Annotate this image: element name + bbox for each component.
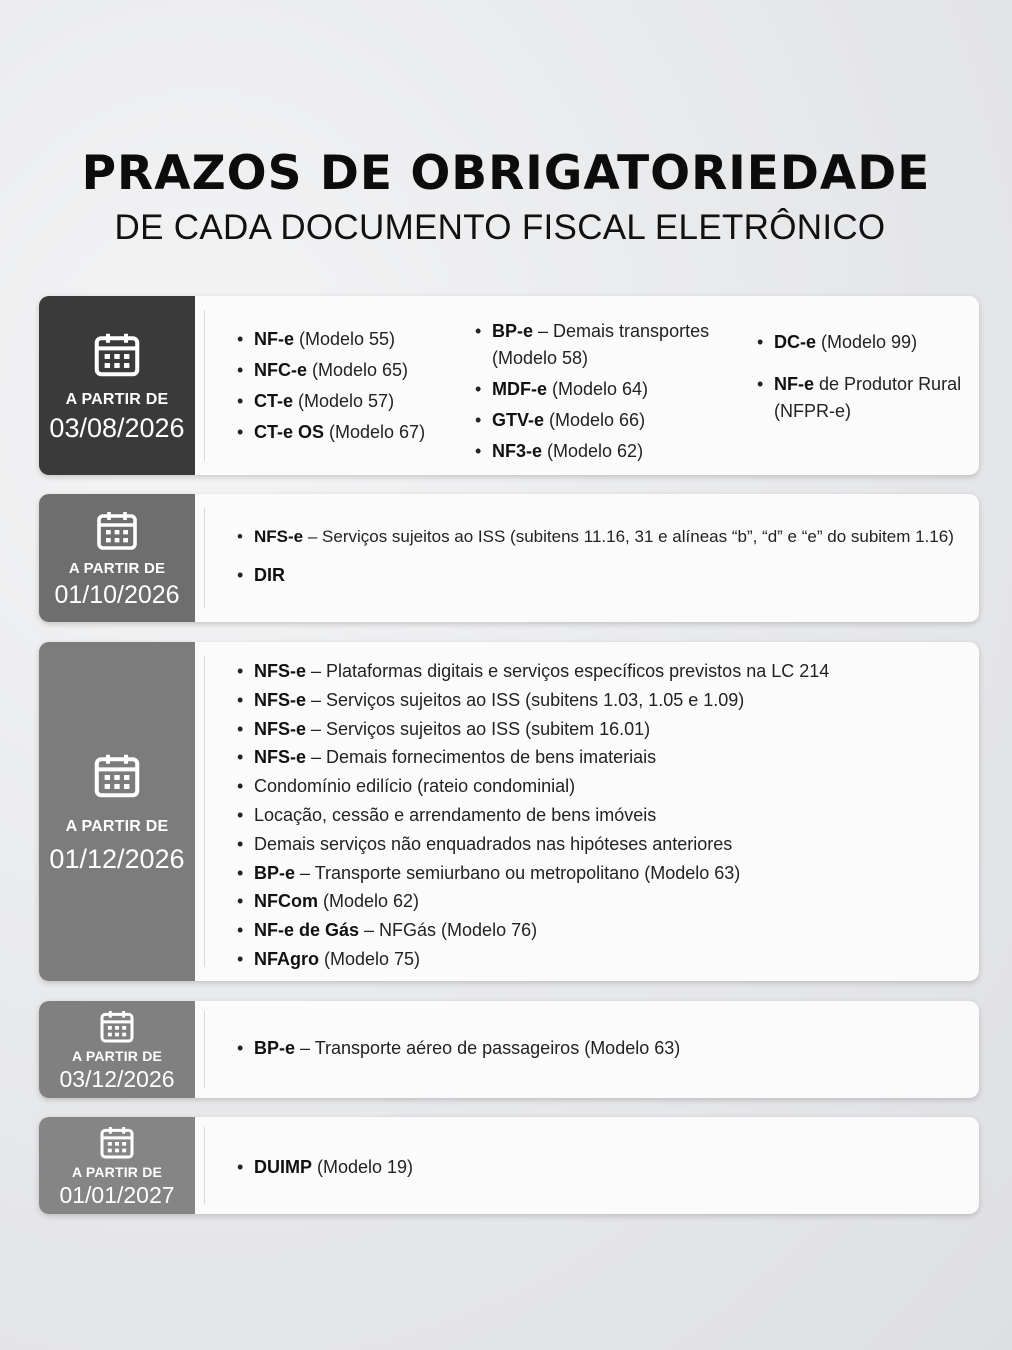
page-subtitle: DE CADA DOCUMENTO FISCAL ELETRÔNICO xyxy=(114,208,886,247)
date-label: A PARTIR DE xyxy=(68,560,166,577)
date-value: 03/12/2026 xyxy=(59,1066,175,1092)
list-item: • Condomínio edilício (rateio condominial) xyxy=(237,772,977,801)
deadline-section-3 xyxy=(39,642,979,981)
section-content xyxy=(229,642,967,981)
list-item: • CT-e OS (Modelo 67) xyxy=(237,422,457,443)
list-item: • GTV-e (Modelo 66) xyxy=(475,407,725,434)
divider xyxy=(204,1127,205,1204)
list-item: • BP-e – Transporte aéreo de passageiros (Modelo 63) xyxy=(237,1038,977,1059)
divider xyxy=(204,656,205,967)
divider xyxy=(204,310,205,461)
document-list xyxy=(237,657,977,974)
list-item: • BP-e – Demais transportes (Modelo 58) xyxy=(475,318,725,372)
section-content xyxy=(229,1117,967,1214)
calendar-icon xyxy=(90,327,144,381)
deadline-section-2 xyxy=(39,494,979,622)
document-list-column-3 xyxy=(757,329,962,425)
list-item: • MDF-e (Modelo 64) xyxy=(475,376,725,403)
list-item: • NFC-e (Modelo 65) xyxy=(237,360,457,381)
list-item: • DIR xyxy=(237,565,977,586)
document-list-column-1 xyxy=(237,329,457,443)
date-panel xyxy=(39,296,195,475)
list-item: • NFAgro (Modelo 75) xyxy=(237,945,977,974)
section-content xyxy=(229,1001,967,1098)
list-item: • Demais serviços não enquadrados nas hipóteses anteriores xyxy=(237,830,977,859)
document-list xyxy=(237,1038,977,1059)
date-value: 01/10/2026 xyxy=(54,581,180,609)
list-item: • NFS-e – Serviços sujeitos ao ISS (subitem 16.01) xyxy=(237,715,977,744)
list-item: • DC-e (Modelo 99) xyxy=(757,329,962,356)
divider xyxy=(204,1011,205,1088)
list-item: • NF-e de Gás – NFGás (Modelo 76) xyxy=(237,916,977,945)
document-list-column-2 xyxy=(475,318,725,465)
date-value: 01/01/2027 xyxy=(59,1182,175,1208)
list-item: • CT-e (Modelo 57) xyxy=(237,391,457,412)
list-item: • DUIMP (Modelo 19) xyxy=(237,1157,977,1178)
list-item: • NFS-e – Serviços sujeitos ao ISS (subitens 1.03, 1.05 e 1.09) xyxy=(237,686,977,715)
date-label: A PARTIR DE xyxy=(71,1164,163,1180)
date-panel xyxy=(39,1117,195,1214)
deadline-section-5 xyxy=(39,1117,979,1214)
list-item: • BP-e – Transporte semiurbano ou metropolitano (Modelo 63) xyxy=(237,859,977,888)
deadline-section-4 xyxy=(39,1001,979,1098)
list-item: • NFCom (Modelo 62) xyxy=(237,887,977,916)
list-item: • NF-e (Modelo 55) xyxy=(237,329,457,350)
list-item: • NF-e de Produtor Rural (NFPR-e) xyxy=(757,371,962,425)
date-panel xyxy=(39,1001,195,1098)
date-label: A PARTIR DE xyxy=(65,391,169,408)
date-value: 01/12/2026 xyxy=(49,844,185,874)
date-value: 03/08/2026 xyxy=(49,413,185,443)
date-panel xyxy=(39,494,195,622)
date-panel xyxy=(39,642,195,981)
list-item: • NF3-e (Modelo 62) xyxy=(475,438,725,465)
section-content xyxy=(229,494,967,622)
calendar-icon xyxy=(97,1122,137,1162)
list-item: • Locação, cessão e arrendamento de bens imóveis xyxy=(237,801,977,830)
page-title: PRAZOS DE OBRIGATORIEDADE xyxy=(81,146,931,201)
list-item: • NFS-e – Serviços sujeitos ao ISS (subitens 11.16, 31 e alíneas “b”, “d” e “e” do subitem 1.16) xyxy=(237,527,977,547)
deadline-section-1 xyxy=(39,296,979,475)
list-item: • NFS-e – Demais fornecimentos de bens imateriais xyxy=(237,743,977,772)
document-list xyxy=(237,1157,977,1178)
document-list xyxy=(237,527,977,586)
calendar-icon xyxy=(97,1006,137,1046)
divider xyxy=(204,508,205,608)
date-label: A PARTIR DE xyxy=(71,1048,163,1064)
list-item: • NFS-e – Plataformas digitais e serviços específicos previstos na LC 214 xyxy=(237,657,977,686)
calendar-icon xyxy=(93,506,141,554)
section-content xyxy=(229,296,967,475)
date-label: A PARTIR DE xyxy=(65,818,169,835)
calendar-icon xyxy=(90,748,144,802)
